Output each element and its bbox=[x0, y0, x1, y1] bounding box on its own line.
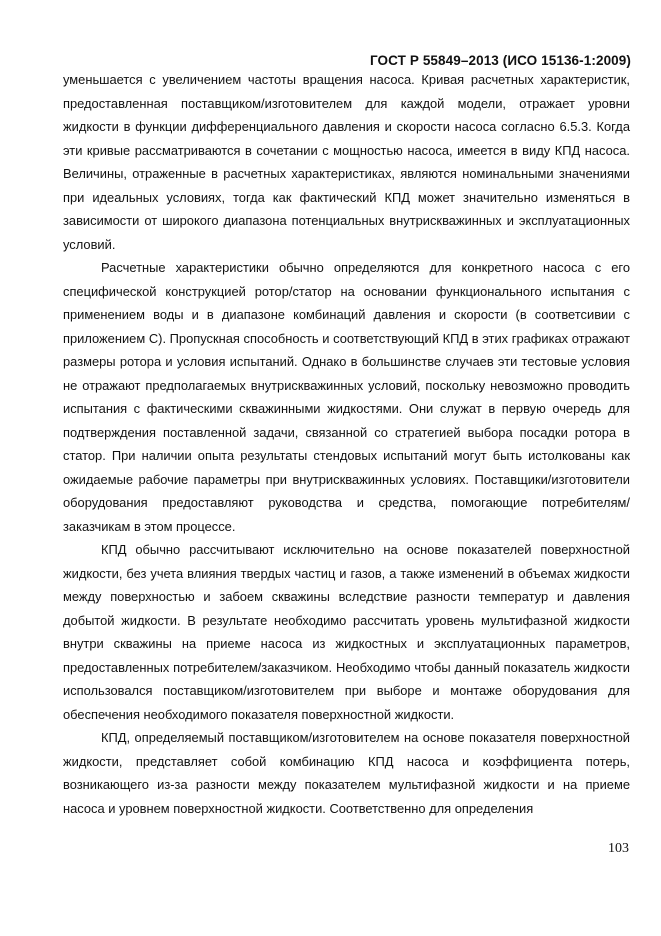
document-header: ГОСТ Р 55849–2013 (ИСО 15136-1:2009) bbox=[369, 53, 631, 68]
paragraph-continuation: уменьшается с увеличением частоты вращения насоса. Кривая расчетных характеристик, предоставленная поставщиком/изготовителем для каждой модели, отражает уровни жидкости в функции дифференциального давления и скорости насоса согласно 6.5.3. Когда эти кривые рассматриваются в сочетании с мощностью насоса, имеется в виду КПД насоса. Величины, отраженные в расчетных характеристиках, являются номинальными значениями при идеальных условиях, тогда как фактический КПД может значительно изменяться в зависимости от широкого диапазона потенциальных внутрискважинных и эксплуатационных условий. bbox=[63, 72, 630, 252]
page-number: 103 bbox=[608, 841, 629, 856]
document-body bbox=[63, 68, 630, 820]
paragraph: Расчетные характеристики обычно определяются для конкретного насоса с его специфической конструкцией ротор/статор на основании функционального испытания с применением воды и в диапазоне комбинаций давления и скорости (в соответсивии с приложением С). Пропускная способность и соответствующий КПД в этих графиках отражают размеры ротора и условия испытаний. Однако в большинстве случаев эти тестовые условия не отражают предполагаемых внутрискважинных условий, поскольку невозможно проводить испытания с фактическими скважинными жидкостями. Они служат в первую очередь для подтверждения поставленной задачи, связанной со стратегией выбора посадки ротора в статор. При наличии опыта результаты стендовых испытаний могут быть истолкованы как ожидаемые рабочие параметры при внутрискважинных условиях. Поставщики/изготовители оборудования предоставляют руководства и средства, помогающие потребителям/заказчикам в этом процессе. bbox=[63, 260, 630, 534]
paragraph: КПД обычно рассчитывают исключительно на основе показателей поверхностной жидкости, без учета влияния твердых частиц и газов, а также изменений в объемах жидкости между поверхностью и забоем скважины вследствие разности температур и давления добытой жидкости. В результате необходимо рассчитать уровень мультифазной жидкости внутри скважины на приеме насоса из жидкостных и эксплуатационных параметров, предоставленных потребителем/заказчиком. Необходимо чтобы данный показатель жидкости использовался поставщиком/изготовителем при выборе и монтаже оборудования для обеспечения необходимого показателя поверхностной жидкости. bbox=[63, 542, 630, 722]
paragraph: КПД, определяемый поставщиком/изготовителем на основе показателя поверхностной жидкости, представляет собой комбинацию КПД насоса и коэффициента потерь, возникающего из-за разности между показателем мультифазной жидкости и на приеме насоса и уровнем поверхностной жидкости. Соответственно для определения bbox=[63, 730, 630, 816]
